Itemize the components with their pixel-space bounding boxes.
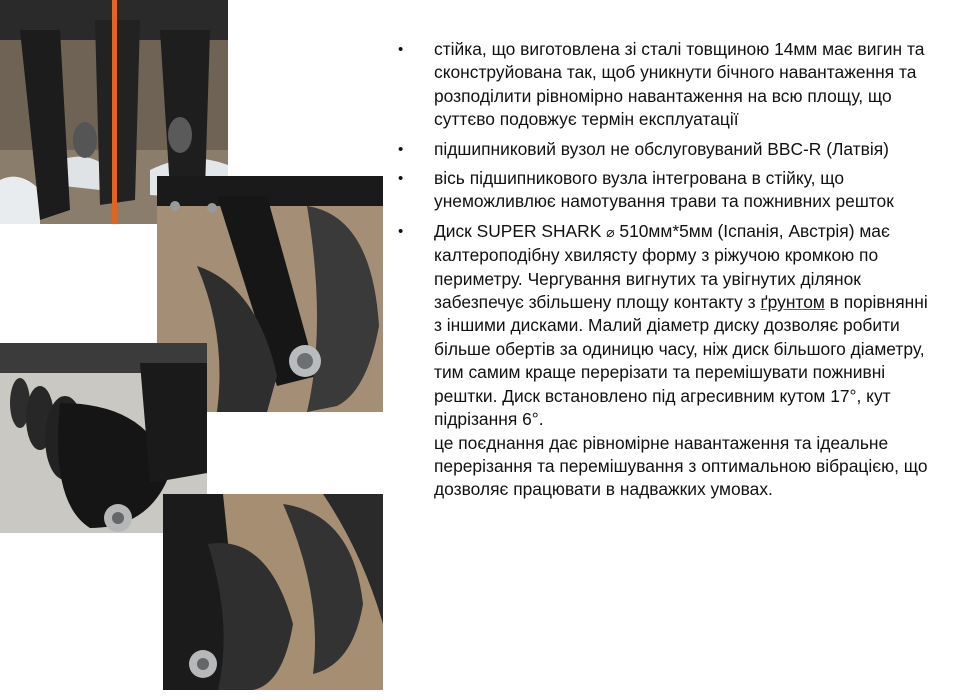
diameter-symbol-icon: ⌀: [606, 223, 615, 240]
bullet-text-part1: Диск SUPER SHARK: [434, 220, 607, 241]
photo-discs-soil: [163, 494, 383, 690]
list-item: [396, 138, 936, 161]
bullet-text-part2: 510мм*5мм (Іспанія, Австрія) має калтероподібну хвилясту форму з ріжучою кромкою по периметру. Чергування вигнутих та увігнутих ділянок забезпечує збільшену площу контакту з: [434, 220, 890, 313]
bullet-icon: •: [398, 222, 404, 240]
list-item: [396, 38, 936, 132]
list-item: [396, 220, 936, 502]
bullet-icon: •: [398, 41, 404, 58]
feature-list: [396, 38, 936, 502]
bullet-icon: •: [398, 170, 404, 188]
description-text: [396, 38, 936, 508]
bullet-text-part3: в порівнянні з іншими дисками. Малий діаметр диску дозволяє робити більше обертів за одиницю часу, ніж диск більшого діаметру, тим самим краще перерізати та перемішувати пожнивні рештки. Диск встановлено під агресивним кутом 17°, кут підрізання 6°.: [434, 292, 928, 430]
bullet-text: вісь підшипникового вузла інтегрована в стійку, що унеможливлює намотування трави та пожнивних решток: [434, 168, 894, 212]
bullet-icon: •: [398, 140, 404, 158]
bullet-text: підшипниковий вузол не обслуговуваний BBC-R (Латвія): [434, 138, 889, 159]
list-item: [396, 167, 936, 214]
underlined-word: ґрунтом: [760, 292, 825, 313]
bullet-text: стійка, що виготовлена зі сталі товщиною 14мм має вигин та сконструйована так, щоб уникнути бічного навантаження та розподілити рівномірно навантаження на всю площу, що суттєво подовжує термін експлуатації: [434, 39, 925, 130]
bullet-text-part4: це поєднання дає рівномірне навантаження та ідеальне перерізання та перемішування з оптимальною вібрацією, що дозволяє працювати в надважких умовах.: [434, 432, 928, 500]
